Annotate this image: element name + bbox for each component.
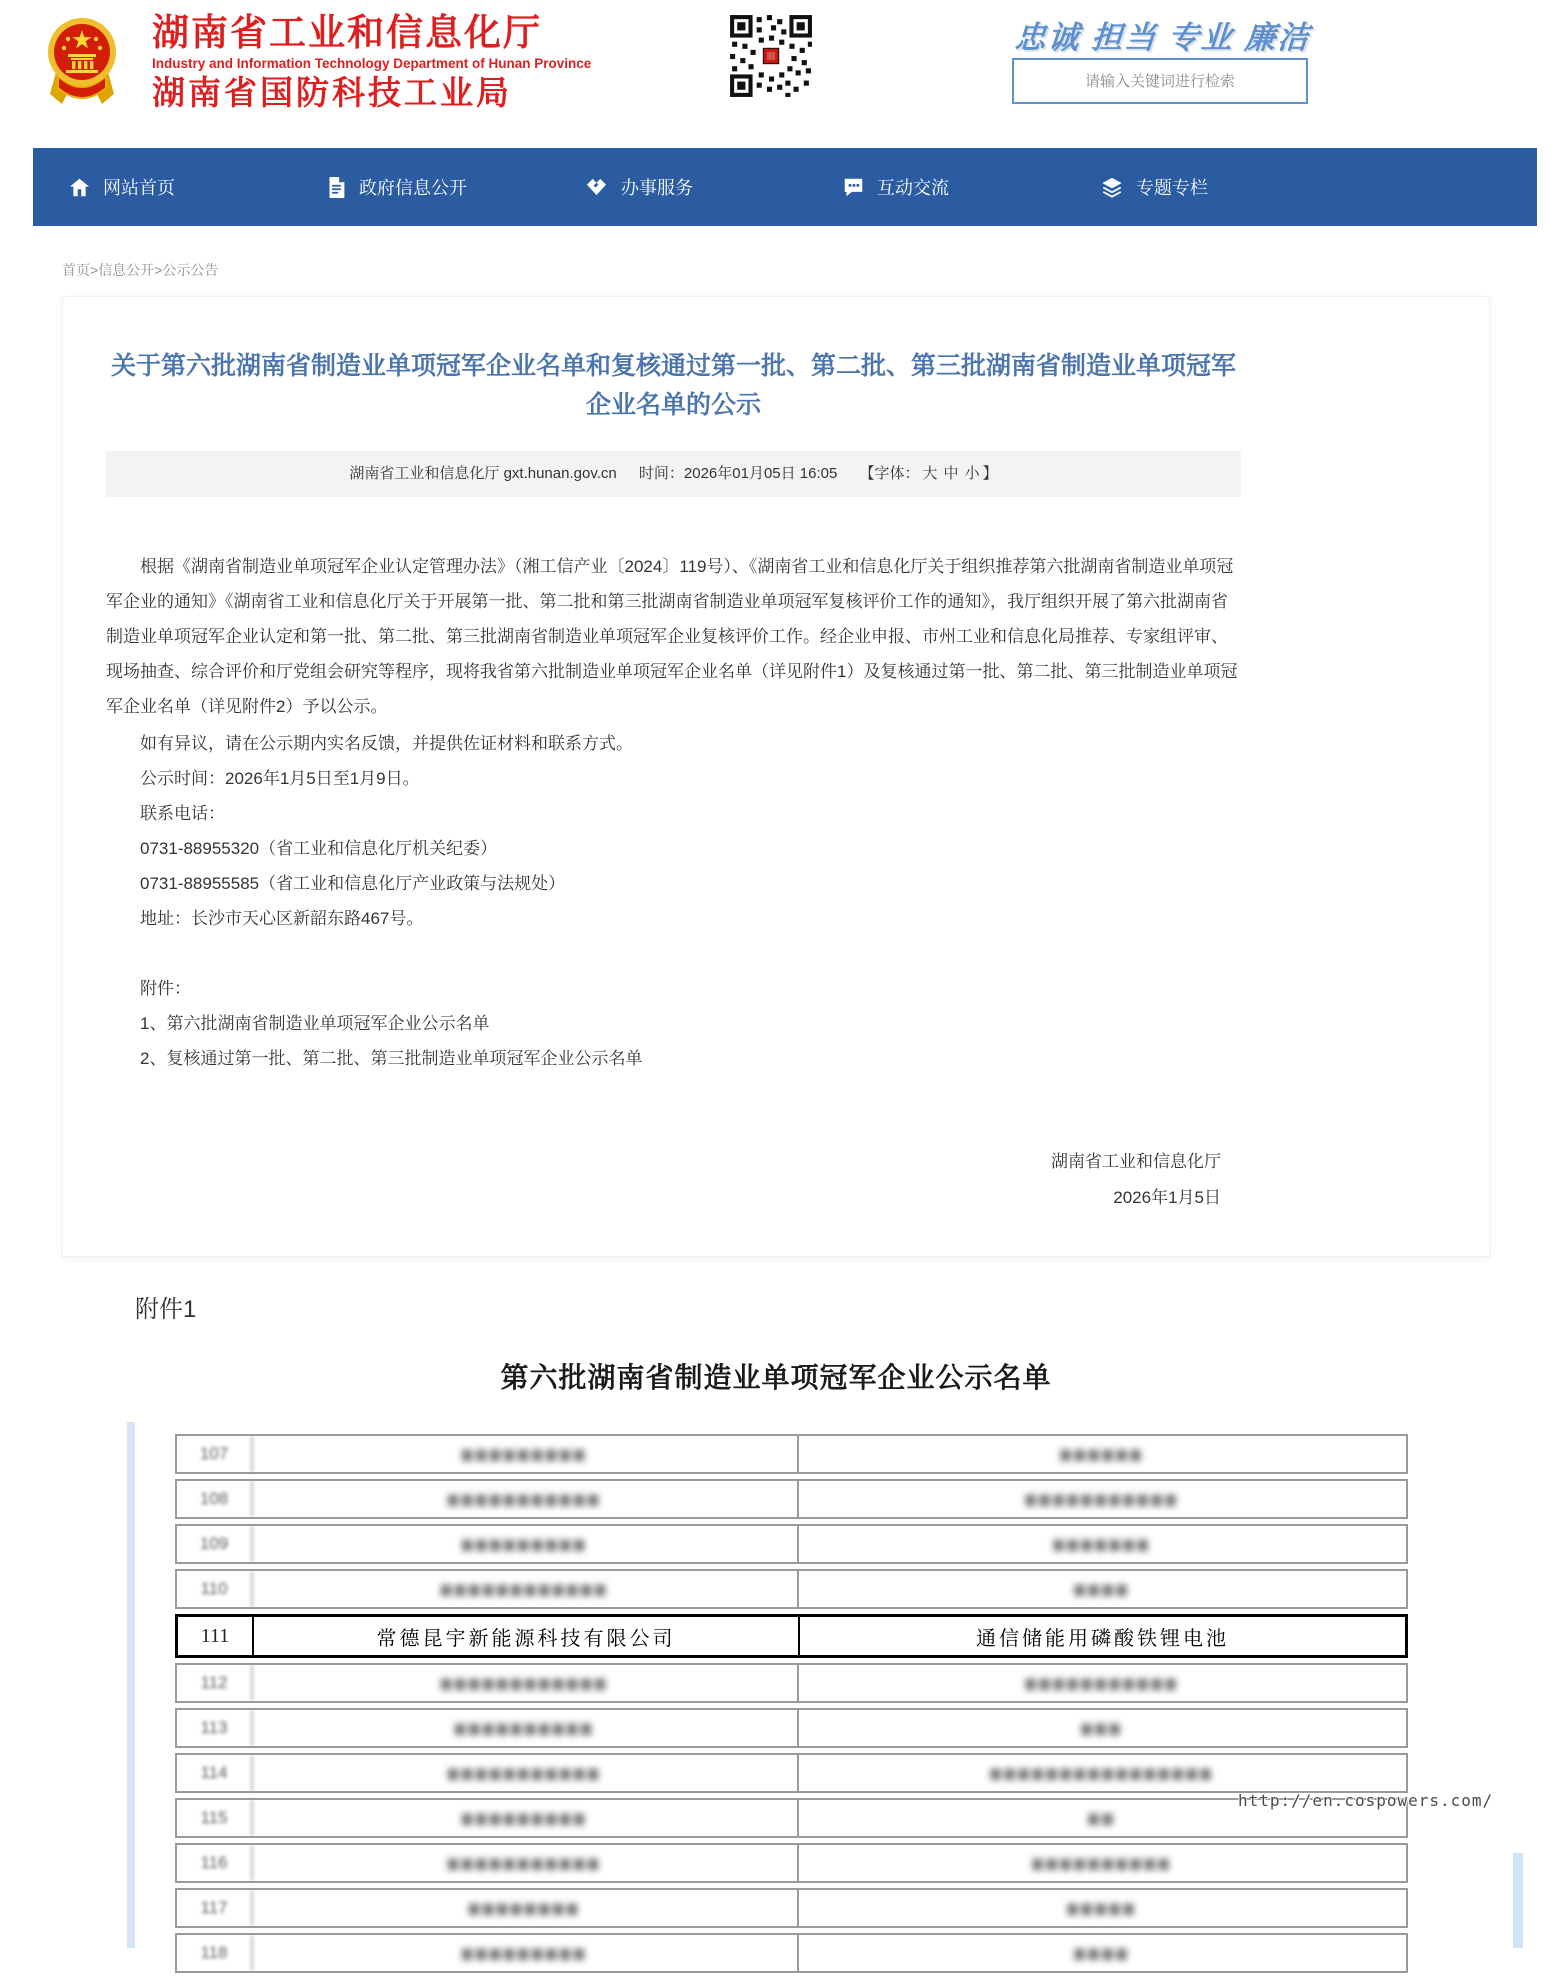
signature-block [106,1144,1241,1216]
table-row [175,1888,1408,1928]
product-cell-blurred: ▆▆ [1088,1810,1117,1825]
row-number: 107 [177,1436,253,1472]
breadcrumb-separator: > [154,262,163,278]
image-left-edge [127,1422,135,1948]
attachment-link-2: 2、复核通过第一批、第二批、第三批制造业单项冠军企业公示名单 [140,1049,643,1068]
row-number: 117 [177,1890,253,1926]
table-row [175,1479,1408,1519]
company-cell-blurred: ▆▆▆▆▆▆▆▆▆ [462,1945,588,1960]
row-number: 113 [177,1710,253,1746]
attachment-table-image [127,1422,1523,1962]
signature-org: 湖南省工业和信息化厅 [1051,1152,1221,1171]
company-cell-blurred: ▆▆▆▆▆▆▆▆▆ [462,1536,588,1551]
table-row [175,1798,1408,1838]
national-emblem-icon [46,10,118,108]
paragraph: 公示时间：2026年1月5日至1月9日。 [140,769,420,788]
font-size-label: 【字体： [859,465,920,482]
breadcrumb-separator: > [90,262,99,278]
breadcrumb-item-info[interactable]: 信息公开 [98,262,155,278]
table-row [175,1663,1408,1703]
signature-date: 2026年1月5日 [1113,1188,1221,1207]
row-number: 115 [177,1800,253,1836]
attachment-1-heading: 附件1 [135,1296,197,1323]
site-header [0,0,1565,148]
product-cell-blurred: ▆▆▆▆▆▆▆▆▆▆▆ [1025,1491,1180,1506]
nav-item-label: 政府信息公开 [359,178,467,198]
article-meta-bar [106,451,1241,497]
attachments-label: 附件： [140,979,191,998]
nav-item-gov-info[interactable] [327,174,585,200]
main-nav [33,148,1537,226]
company-cell-blurred: ▆▆▆▆▆▆▆▆▆▆▆▆ [441,1581,609,1596]
product-cell-blurred: ▆▆▆▆▆ [1067,1900,1138,1915]
document-icon [327,177,346,198]
search-input[interactable] [1014,60,1306,102]
home-icon [69,177,90,198]
product-cell-blurred: ▆▆▆▆▆▆▆▆▆▆ [1032,1855,1173,1870]
article-time: 时间：2026年01月05日 16:05 [638,465,838,482]
layers-icon [1101,177,1123,198]
row-number: 114 [177,1755,253,1791]
table-row-highlighted-111 [175,1614,1408,1658]
row-number: 109 [177,1526,253,1562]
company-cell-blurred: ▆▆▆▆▆▆▆▆▆ [462,1810,588,1825]
product-cell-blurred: ▆▆▆▆▆▆▆ [1053,1536,1152,1551]
breadcrumb [62,260,1565,280]
font-size-large-button[interactable]: 大 [922,465,938,482]
row-number: 111 [178,1617,254,1655]
nav-item-interaction[interactable] [843,174,1101,200]
row-number: 118 [177,1935,253,1971]
row-number: 116 [177,1845,253,1881]
table-row [175,1753,1408,1793]
product-cell-blurred: ▆▆▆▆ [1074,1945,1131,1960]
table-row [175,1933,1408,1973]
dept-title-en: Industry and Information Technology Department of Hunan Province [152,56,592,71]
handshake-icon [585,177,608,198]
image-scrollbar [1513,1853,1523,1948]
product-cell-blurred: ▆▆▆▆ [1074,1581,1131,1596]
article-card [62,296,1490,1257]
nav-item-home[interactable] [69,174,327,200]
nav-item-label: 办事服务 [621,178,693,198]
product-cell-blurred: ▆▆▆▆▆▆▆▆▆▆▆ [1025,1675,1180,1690]
nav-item-label: 专题专栏 [1136,178,1208,198]
qr-code-icon [728,13,814,99]
paragraph: 联系电话： [140,804,225,823]
company-cell-blurred: ▆▆▆▆▆▆▆▆▆▆▆▆ [441,1675,609,1690]
paragraph: 0731-88955320（省工业和信息化厅机关纪委） [140,839,498,858]
attachment-table-title: 第六批湖南省制造业单项冠军企业公示名单 [500,1362,1052,1393]
company-cell-blurred: ▆▆▆▆▆▆▆▆▆▆▆ [448,1855,602,1870]
paragraph: 如有异议，请在公示期内实名反馈，并提供佐证材料和联系方式。 [140,734,633,753]
table-row [175,1569,1408,1609]
article-body [106,549,1241,1076]
page-title: 关于第六批湖南省制造业单项冠军企业名单和复核通过第一批、第二批、第三批湖南省制造业单项冠军企业名单的公示 [110,352,1236,419]
table-row [175,1434,1408,1474]
company-cell-blurred: ▆▆▆▆▆▆▆▆▆▆▆ [448,1765,602,1780]
company-cell-blurred: ▆▆▆▆▆▆▆▆ [469,1900,581,1915]
table-row [175,1708,1408,1748]
breadcrumb-item-home[interactable]: 首页 [62,262,90,278]
nav-item-special-topics[interactable] [1101,174,1359,200]
attachment-link-1: 1、第六批湖南省制造业单项冠军企业公示名单 [140,1014,490,1033]
article-source: 湖南省工业和信息化厅 gxt.hunan.gov.cn [349,465,617,482]
product-cell: 通信储能用磷酸铁锂电池 [976,1627,1229,1650]
row-number: 108 [177,1481,253,1517]
product-cell-blurred: ▆▆▆▆▆▆▆▆▆▆▆▆▆▆▆▆ [990,1765,1215,1780]
site-title-block [152,12,591,112]
font-size-small-button[interactable]: 小 [964,465,980,482]
paragraph: 0731-88955585（省工业和信息化厅产业政策与法规处） [140,874,566,893]
dept-title-cn: 湖南省工业和信息化厅 [152,12,542,53]
nav-item-services[interactable] [585,174,843,200]
product-cell-blurred: ▆▆▆ [1081,1720,1124,1735]
table-row [175,1843,1408,1883]
paragraph: 根据《湖南省制造业单项冠军企业认定管理办法》（湘工信产业〔2024〕119号）、《湖南省工业和信息化厅关于组织推荐第六批湖南省制造业单项冠军企业的通知》《湖南省工业和信息化厅关于开展第一批、第二批和第三批湖南省制造业单项冠军复核评价工作的通知》，我厅组织开展了第六批湖南省制造业单项冠军企业认定和第一批、第二批、第三批湖南省制造业单项冠军企业复核评价工作。经企业申报、市州工业和信息化局推荐、专家组评审、现场抽查、综合评价和厅党组会研究等程序，现将我省第六批制造业单项冠军企业名单（详见附件1）及复核通过第一批、第二批、第三批制造业单项冠军企业名单（详见附件2）予以公示。 [106,557,1238,716]
font-size-medium-button[interactable]: 中 [943,465,959,482]
font-size-label-close: 】 [982,465,998,482]
dept-title2-cn: 湖南省国防科技工业局 [152,74,512,111]
search-box [1012,58,1308,104]
table-row [175,1524,1408,1564]
champion-company-table [175,1434,1408,1978]
company-cell-blurred: ▆▆▆▆▆▆▆▆▆▆▆ [448,1491,602,1506]
chat-icon [843,177,864,198]
row-number: 112 [177,1665,253,1701]
company-cell-blurred: ▆▆▆▆▆▆▆▆▆▆ [455,1720,595,1735]
nav-item-label: 网站首页 [103,178,175,198]
product-cell-blurred: ▆▆▆▆▆▆ [1060,1446,1145,1461]
paragraph: 地址：长沙市天心区新韶东路467号。 [140,909,424,928]
breadcrumb-item-notice[interactable]: 公示公告 [162,262,219,278]
company-cell-blurred: ▆▆▆▆▆▆▆▆▆ [462,1446,588,1461]
watermark-url: http://en.cospowers.com/ [1238,1791,1494,1810]
row-number: 110 [177,1571,253,1607]
slogan-text: 忠诚 担当 专业 廉洁 [1013,20,1312,55]
nav-item-label: 互动交流 [877,178,949,198]
company-cell: 常德昆宇新能源科技有限公司 [376,1627,676,1650]
